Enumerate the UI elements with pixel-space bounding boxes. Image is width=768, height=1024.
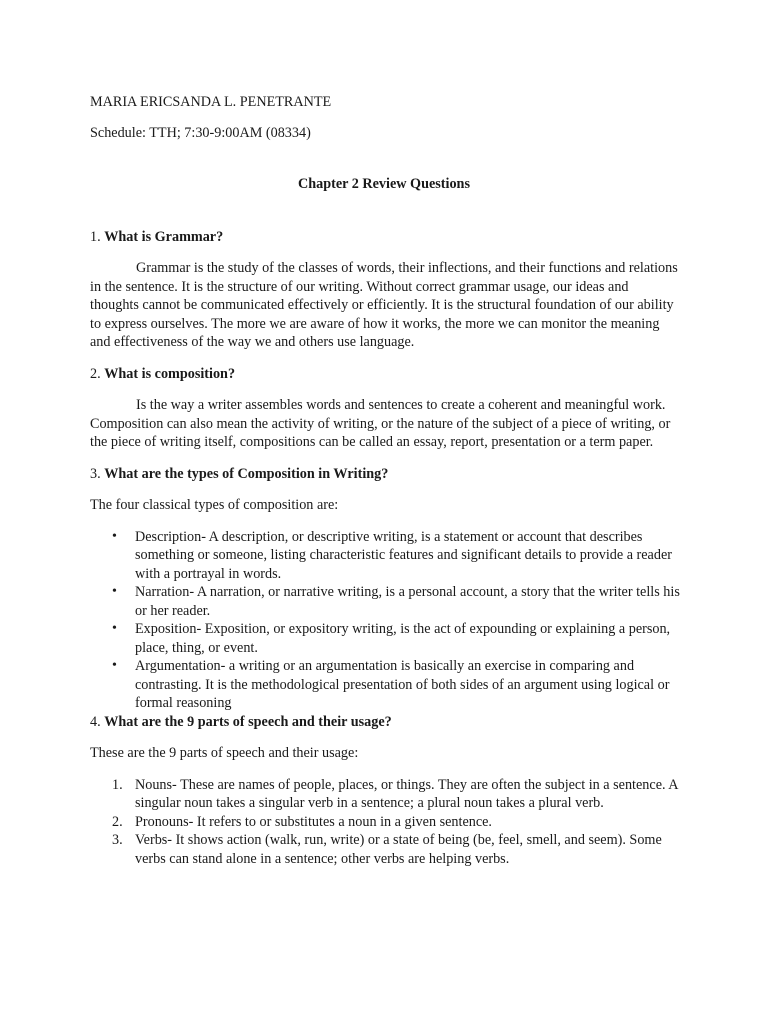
- list-item-text: Verbs- It shows action (walk, run, write) or a state of being (be, feel, smell, and seem). Some verbs can stand alone in a sentence; other verbs are helping verbs.: [135, 832, 662, 867]
- question-4-text: What are the 9 parts of speech and their usage?: [104, 713, 392, 730]
- question-2-text: What is composition?: [104, 365, 236, 382]
- schedule-line: Schedule: TTH; 7:30-9:00AM (08334): [90, 124, 311, 141]
- list-item: [90, 528, 680, 584]
- list-item-number: 2.: [112, 813, 123, 830]
- list-item: [90, 657, 680, 713]
- list-item: [90, 620, 680, 657]
- list-item-text: Narration- A narration, or narrative writing, is a personal account, a story that the writer tells his or her reader.: [135, 584, 680, 619]
- author-name: MARIA ERICSANDA L. PENETRANTE: [90, 94, 332, 110]
- bullet-icon: •: [112, 658, 117, 673]
- list-item-text: Pronouns- It refers to or substitutes a noun in a given sentence.: [135, 813, 492, 830]
- document-title: Chapter 2 Review Questions: [298, 176, 470, 192]
- list-item-text: Description- A description, or descriptive writing, is a statement or account that describes something or someone, listing characteristic features and significant details to provide a reader with a portrayal in words.: [135, 528, 672, 582]
- list-item: [90, 831, 680, 868]
- question-4-heading: [90, 713, 680, 732]
- question-2-heading: [90, 365, 680, 384]
- answer-2-paragraph: Is the way a writer assembles words and sentences to create a coherent and meaningful work. Composition can also mean the activity of writing, or the nature of the subject of a piece of writing, or the piece of writing itself, compositions can be called an essay, report, presentation or a term paper.: [90, 397, 671, 450]
- question-1-number: 1.: [90, 228, 101, 245]
- question-1-text: What is Grammar?: [104, 228, 224, 245]
- composition-types-list: [90, 528, 680, 713]
- document-page: [90, 93, 680, 868]
- list-item-number: 3.: [112, 832, 123, 848]
- answer-3-intro: The four classical types of composition are:: [90, 497, 339, 513]
- question-3-number: 3.: [90, 465, 101, 482]
- list-item-number: 1.: [112, 776, 123, 793]
- question-3-heading: [90, 465, 680, 484]
- question-3-text: What are the types of Composition in Writing?: [104, 465, 389, 482]
- question-2-number: 2.: [90, 365, 101, 382]
- list-item: [90, 813, 680, 832]
- list-item-text: Exposition- Exposition, or expository writing, is the act of expounding or explaining a person, place, thing, or event.: [135, 621, 671, 656]
- bullet-icon: •: [112, 528, 117, 544]
- list-item-text: Argumentation- a writing or an argumentation is basically an exercise in comparing and contrasting. It is the methodological presentation of both sides of an argument using logical or formal reasoning: [135, 658, 670, 711]
- question-1-heading: [90, 228, 680, 247]
- list-item: [90, 583, 680, 620]
- answer-1-paragraph: Grammar is the study of the classes of words, their inflections, and their functions and relations in the sentence. It is the structure of our writing. Without correct grammar usage, our ideas and thoughts cannot be communicated effectively or efficiently. It is the structural foundation of our ability to express ourselves. The more we are aware of how it works, the more we can monitor the meaning and effectiveness of the way we and others use language.: [90, 260, 678, 350]
- bullet-icon: •: [112, 584, 117, 599]
- parts-of-speech-list: [90, 776, 680, 869]
- answer-4-intro: These are the 9 parts of speech and their usage:: [90, 745, 359, 761]
- list-item-text: Nouns- These are names of people, places, or things. They are often the subject in a sentence. A singular noun takes a singular verb in a sentence; a plural noun takes a plural verb.: [135, 776, 678, 811]
- question-4-number: 4.: [90, 713, 101, 730]
- list-item: [90, 776, 680, 813]
- bullet-icon: •: [112, 621, 117, 636]
